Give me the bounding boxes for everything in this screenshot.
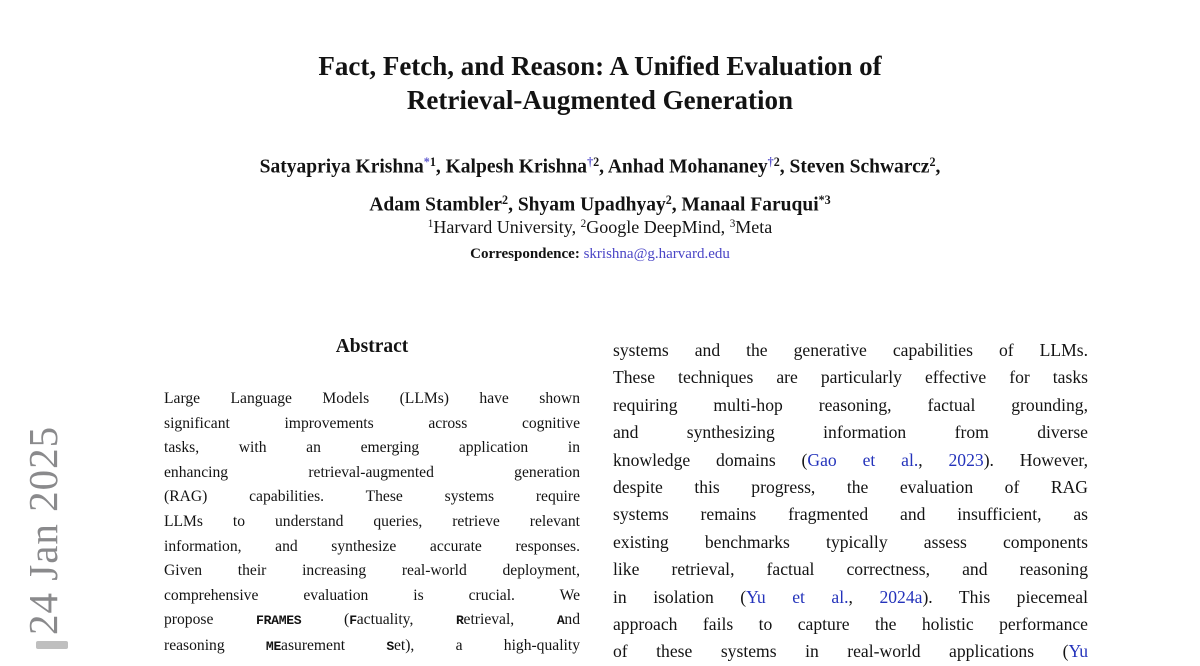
text-segment: ( <box>301 611 350 629</box>
text-segment: like retrieval, factual correctness, and reasoning <box>613 559 1088 580</box>
text-segment: Large Language Models (LLMs) have shown <box>164 390 580 407</box>
text-segment: and synthesizing information from diverse <box>613 422 1088 443</box>
text-segment: , Shyam Upadhyay <box>508 194 666 216</box>
text-line <box>164 608 580 634</box>
text-segment: 2 <box>773 155 780 169</box>
text-segment: nd <box>564 611 580 629</box>
paper-title-line-2: Retrieval-Augmented Generation <box>406 85 794 115</box>
text-segment: ME <box>265 638 282 654</box>
text-segment: approach fails to capture the holistic performance <box>613 614 1088 635</box>
correspondence <box>0 244 1200 264</box>
citation-link[interactable]: Yu et al. <box>746 586 849 607</box>
text-line <box>164 412 580 437</box>
text-segment: 2 <box>665 192 672 207</box>
text-segment: (RAG) capabilities. These systems require <box>164 488 580 506</box>
text-line <box>613 474 1088 501</box>
text-segment: 2 <box>929 155 936 169</box>
text-segment: Satyapriya Krishna <box>259 156 424 178</box>
text-line <box>164 387 580 412</box>
text-segment: S <box>386 638 394 654</box>
text-segment: 1 <box>427 218 434 230</box>
text-segment: ). However, <box>983 449 1088 470</box>
text-segment: Meta <box>735 217 773 238</box>
authors-block <box>0 146 1200 221</box>
abstract-column <box>164 336 580 660</box>
text-segment: Given their increasing real-world deployment, <box>164 562 580 580</box>
text-segment: comprehensive evaluation is crucial. We <box>164 586 580 604</box>
text-line <box>164 485 580 510</box>
text-segment: , Steven Schwarcz <box>779 156 930 178</box>
text-segment: Harvard University, <box>433 217 581 238</box>
text-segment: ). This piecemeal <box>922 586 1088 607</box>
text-line <box>164 436 580 461</box>
text-segment: despite this progress, the evaluation of RAG <box>613 477 1088 498</box>
text-line <box>613 364 1088 391</box>
text-segment: knowledge domains ( <box>613 449 808 470</box>
introduction-column <box>613 337 1088 666</box>
text-segment: F <box>349 613 357 629</box>
abstract-body <box>164 387 580 660</box>
text-segment: A <box>556 613 565 629</box>
text-line <box>613 611 1088 638</box>
text-line <box>613 638 1088 665</box>
correspondence-label: Correspondence: <box>470 246 580 262</box>
text-line <box>164 634 580 660</box>
authors-line-1 <box>0 146 1200 184</box>
text-segment: systems and the generative capabilities of LLMs. <box>613 340 1088 360</box>
citation-link[interactable]: 2024a <box>879 586 923 607</box>
correspondence-email-link[interactable]: skrishna@g.harvard.edu <box>583 246 730 262</box>
text-segment: reasoning <box>164 636 266 654</box>
text-segment: 3 <box>729 218 736 230</box>
text-segment: actuality, <box>356 611 456 629</box>
text-segment: asurement <box>281 636 387 654</box>
text-line <box>164 535 580 560</box>
text-segment: etrieval, <box>463 611 557 629</box>
text-segment: , Anhad Mohananey <box>599 156 768 178</box>
text-line <box>613 556 1088 583</box>
text-line <box>613 337 1088 364</box>
text-line <box>164 461 580 486</box>
affiliations <box>0 212 1200 239</box>
text-line <box>613 392 1088 419</box>
text-segment: 2 <box>593 155 600 169</box>
text-segment: significant improvements across cognitive <box>164 414 580 432</box>
citation-link[interactable]: 2023 <box>948 449 984 470</box>
text-segment: LLMs to understand queries, retrieve relevant <box>164 512 580 530</box>
text-segment: 2 <box>502 192 509 207</box>
citation-link[interactable]: Gao et al. <box>807 449 919 470</box>
text-line <box>613 529 1088 556</box>
text-segment: Adam Stambler <box>369 194 503 216</box>
text-segment: , <box>848 586 880 607</box>
text-line <box>613 584 1088 611</box>
text-segment: requiring multi-hop reasoning, factual grounding, <box>613 394 1088 415</box>
text-segment: in isolation ( <box>613 586 747 607</box>
text-line <box>164 510 580 535</box>
paper-title <box>0 49 1200 117</box>
arxiv-date-vertical: 24 Jan 2025 <box>20 425 66 635</box>
text-segment: enhancing retrieval-augmented generation <box>164 463 580 481</box>
text-segment: R <box>455 613 464 629</box>
text-line <box>164 559 580 584</box>
text-segment: propose <box>164 611 257 629</box>
text-segment: , <box>935 156 941 178</box>
footnote-mark: † <box>767 155 774 169</box>
text-segment: tasks, with an emerging application in <box>164 439 580 457</box>
text-line <box>613 501 1088 528</box>
text-line <box>613 447 1088 474</box>
text-segment: 1 <box>429 155 436 169</box>
text-segment: of these systems in real-world applications ( <box>613 641 1069 662</box>
text-line <box>164 584 580 609</box>
text-line <box>613 419 1088 446</box>
footnote-mark: * <box>423 155 430 169</box>
citation-link[interactable]: Yu <box>1068 641 1088 662</box>
text-segment: information, and synthesize accurate responses. <box>164 537 580 555</box>
text-segment: *3 <box>818 192 831 207</box>
text-segment: , <box>918 449 949 470</box>
text-segment: Google DeepMind, <box>586 217 730 238</box>
text-segment: systems remains fragmented and insufficient, as <box>613 504 1088 525</box>
text-segment: FRAMES <box>256 613 302 629</box>
footnote-mark: † <box>587 155 594 169</box>
text-segment: et), a high-quality <box>393 636 580 654</box>
paper-title-line-1: Fact, Fetch, and Reason: A Unified Evaluation of <box>318 51 882 81</box>
abstract-heading: Abstract <box>335 336 409 357</box>
text-segment: , Kalpesh Krishna <box>435 156 588 178</box>
text-segment: , Manaal Faruqui <box>671 194 819 216</box>
text-segment: 2 <box>580 218 587 230</box>
text-segment: These techniques are particularly effective for tasks <box>613 367 1088 388</box>
text-segment: existing benchmarks typically assess components <box>613 531 1088 552</box>
